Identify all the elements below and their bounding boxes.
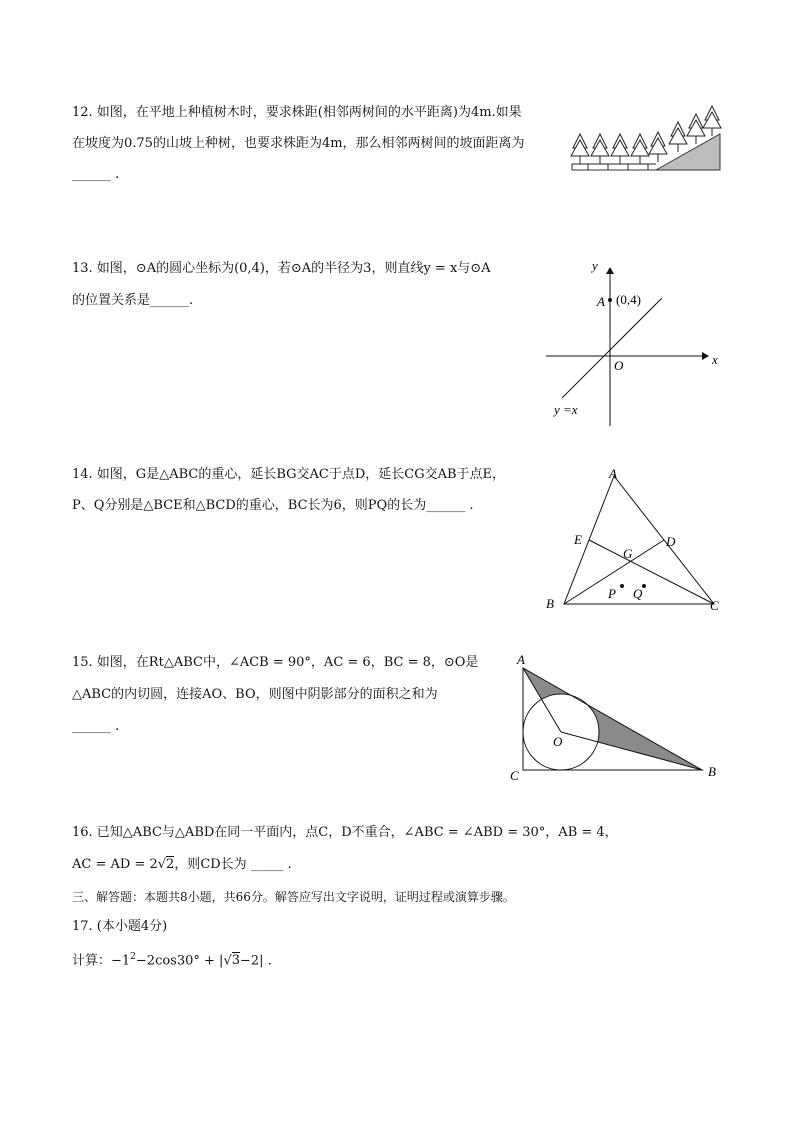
q14-figure-triangle — [536, 462, 732, 620]
q16-expr: AC = AD = 2 — [72, 857, 158, 872]
tree-icon — [611, 134, 629, 164]
center-label: A — [597, 294, 605, 309]
q17-exponent: 2 — [130, 952, 136, 962]
label-o: O — [553, 734, 563, 749]
q12-line2: 在坡度为0.75的山坡上种树，也要求株距为4m，那么相邻两树间的坡面距离为 — [72, 136, 525, 151]
q17-sqrt-value: 3 — [231, 953, 241, 969]
label-a: A — [609, 466, 617, 481]
q16-sqrt-value: 2 — [166, 857, 175, 872]
label-b: B — [708, 764, 716, 779]
y-axis-label: y — [592, 258, 598, 273]
q15-blank: ______ . — [72, 719, 120, 734]
q17-calc-part1: 计算：−1 — [72, 953, 131, 969]
tree-icon — [703, 106, 721, 136]
tree-icon — [649, 132, 667, 162]
label-e: E — [574, 532, 582, 547]
label-p: P — [608, 586, 616, 601]
q16-question: ，则CD长为 _____ . — [174, 857, 292, 872]
center-coord-label: (0,4) — [616, 292, 641, 307]
triangle-abc — [564, 476, 714, 604]
label-a: A — [517, 652, 525, 667]
q16-line2: AC = AD = 2√2，则CD长为 _____ . — [72, 857, 292, 872]
q17-calc-part3: −2| . — [240, 953, 272, 969]
center-point — [608, 298, 612, 302]
point-q — [642, 584, 646, 588]
label-b: B — [546, 596, 554, 611]
q13-line2: 的位置关系是______. — [72, 293, 194, 308]
tree-icon — [571, 134, 589, 164]
x-axis-label: x — [712, 352, 718, 367]
q15-line1: 15. 如图，在Rt△ABC中，∠ACB = 90°，AC = 6，BC = 8，⊙O是 — [72, 655, 479, 670]
tree-icon — [591, 134, 609, 164]
q17-calc-part2: −2cos30° + | — [135, 953, 224, 969]
tree-icon — [631, 134, 649, 164]
label-d: D — [666, 534, 676, 549]
point-p — [620, 584, 624, 588]
q13-figure-coordinate — [540, 254, 730, 430]
q17-calc: 计算：$-1^2-2\cos 30^\circ + |√3-2|$ . — [72, 952, 272, 969]
q15-line2: △ABC的内切圆，连接AO、BO，则图中阴影部分的面积之和为 — [72, 687, 438, 702]
q17-title: 17. (本小题4分) — [72, 919, 168, 934]
origin-label: O — [614, 358, 624, 373]
q12-figure-trees-slope — [568, 104, 724, 176]
tree-icon — [687, 114, 705, 144]
q12-line1: 12. 如图，在平地上种植树木时，要求株距(相邻两树间的水平距离)为4m.如果 — [72, 105, 522, 120]
q13-line1: 13. 如图，⊙A的圆心坐标为(0,4)，若⊙A的半径为3，则直线y = x与⊙A — [72, 261, 491, 276]
line-y-equals-x — [562, 298, 662, 398]
line-label: y =x — [554, 402, 578, 417]
tree-icon — [669, 122, 687, 152]
label-q: Q — [633, 586, 643, 601]
q12-blank: ______ . — [72, 167, 120, 182]
label-g: G — [623, 546, 633, 561]
label-c: C — [510, 768, 519, 783]
q14-line2: P、Q分别是△BCE和△BCD的重心，BC长为6，则PQ的长为______ . — [72, 498, 474, 513]
label-c: C — [710, 598, 719, 613]
section3-heading: 三、解答题：本题共8小题，共66分。解答应写出文字说明，证明过程或演算步骤。 — [72, 890, 515, 904]
q14-line1: 14. 如图，G是△ABC的重心，延长BG交AC于点D，延长CG交AB于点E， — [72, 467, 506, 482]
q16-line1: 16. 已知△ABC与△ABD在同一平面内，点C，D不重合，∠ABC = ∠ABD = 30°，AB = 4， — [72, 825, 618, 840]
q15-figure-incircle — [506, 648, 726, 788]
